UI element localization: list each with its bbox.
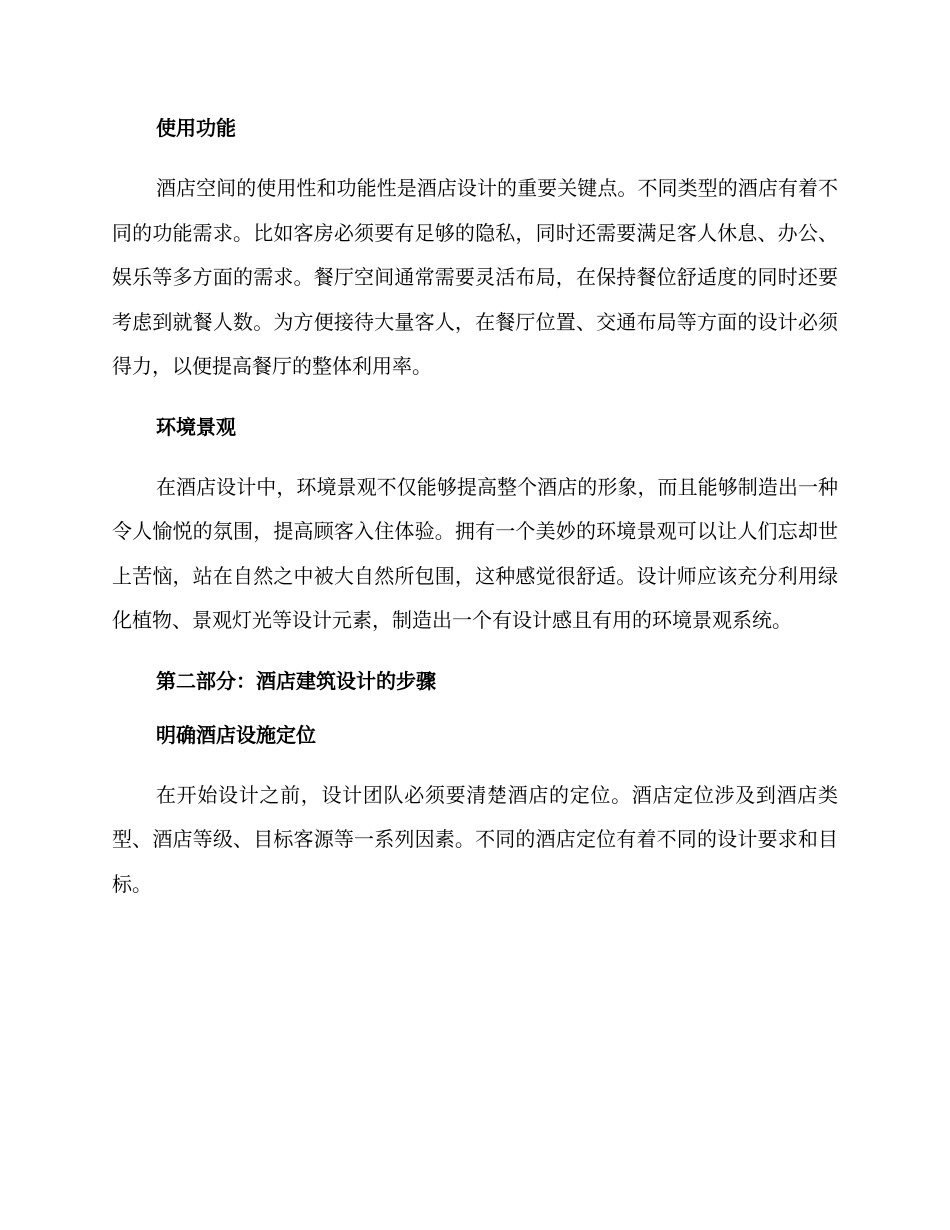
subsection-paragraph-facility-positioning: 在开始设计之前，设计团队必须要清楚酒店的定位。酒店定位涉及到酒店类型、酒店等级、目标客源等一系列因素。不同的酒店定位有着不同的设计要求和目标。 [112,782,838,896]
section-paragraph-environment-landscape: 在酒店设计中，环境景观不仅能够提高整个酒店的形象，而且能够制造出一种令人愉悦的氛围，提高顾客入住体验。拥有一个美妙的环境景观可以让人们忘却世上苦恼，站在自然之中被大自然所包围，这种感觉很舒适。设计师应该充分利用绿化植物、景观灯光等设计元素，制造出一个有设计感且有用的环境景观系统。 [112,474,838,632]
section-heading-environment-landscape: 环境景观 [156,414,236,439]
section-heading-usage-function: 使用功能 [156,116,236,140]
section-paragraph-usage-function: 酒店空间的使用性和功能性是酒店设计的重要关键点。不同类型的酒店有着不同的功能需求。比如客房必须要有足够的隐私，同时还需要满足客人休息、办公、娱乐等多方面的需求。餐厅空间通常需要灵活布局，在保持餐位舒适度的同时还要考虑到就餐人数。为方便接待大量客人，在餐厅位置、交通布局等方面的设计必须得力，以便提高餐厅的整体利用率。 [112,176,838,378]
subsection-heading-facility-positioning: 明确酒店设施定位 [156,722,316,747]
part-heading: 第二部分：酒店建筑设计的步骤 [156,668,436,693]
